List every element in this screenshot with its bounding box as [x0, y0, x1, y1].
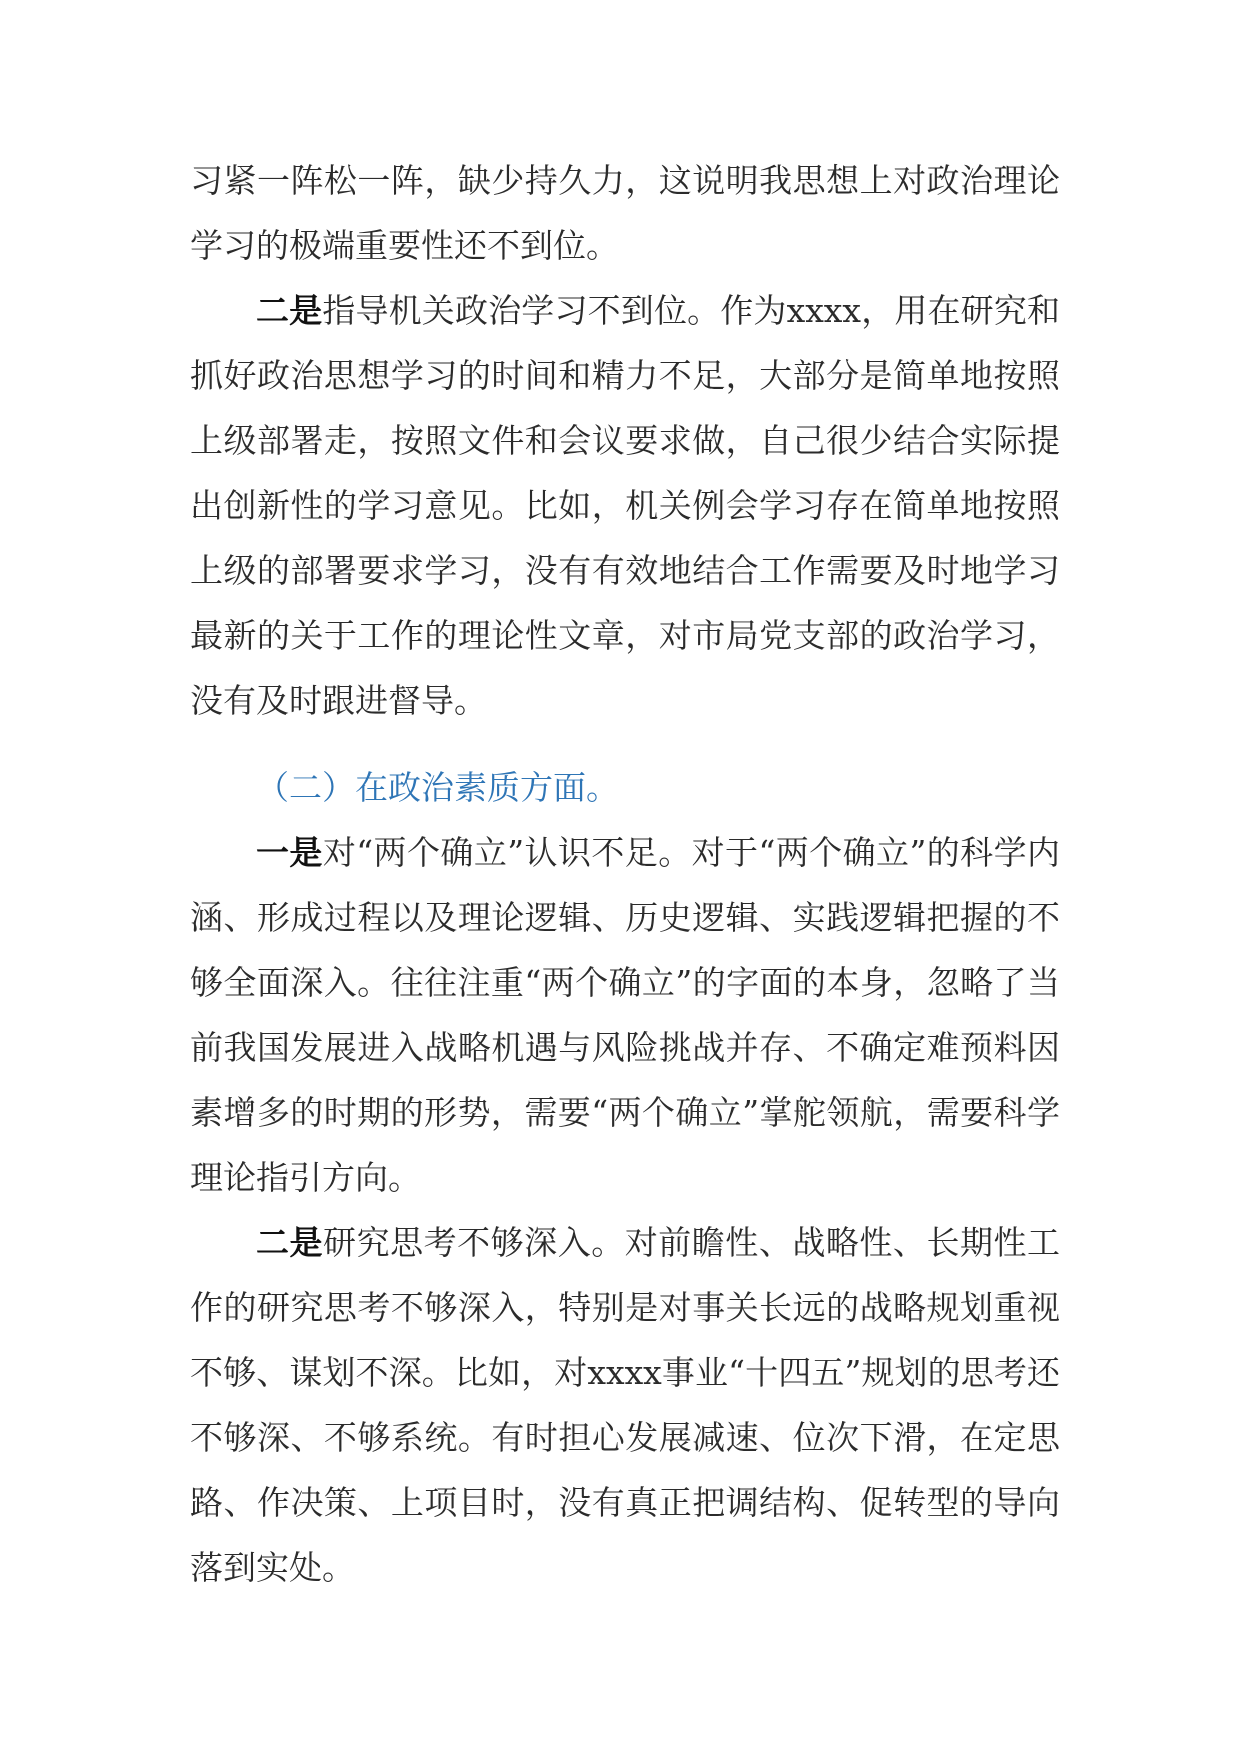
paragraph-text: 习紧一阵松一阵，缺少持久力，这说明我思想上对政治理论学习的极端重要性还不到位。 [190, 161, 1060, 265]
paragraph-lead: 二是 [256, 291, 323, 330]
section-heading [190, 755, 1060, 820]
paragraph-two-establishments [190, 820, 1060, 1210]
paragraph-research-thinking [190, 1210, 1060, 1600]
paragraph-text: 研究思考不够深入。对前瞻性、战略性、长期性工作的研究思考不够深入，特别是对事关长远的战略规划重视不够、谋划不深。比如，对xxxx事业“十四五”规划的思考还不够深、不够系统。有时担心发展减速、位次下滑，在定思路、作决策、上项目时，没有真正把调结构、促转型的导向落到实处。 [190, 1223, 1061, 1587]
paragraph-text: 对“两个确立”认识不足。对于“两个确立”的科学内涵、形成过程以及理论逻辑、历史逻辑、实践逻辑把握的不够全面深入。往往注重“两个确立”的字面的本身，忽略了当前我国发展进入战略机遇与风险挑战并存、不确定难预料因素增多的时期的形势，需要“两个确立”掌舵领航，需要科学理论指引方向。 [190, 833, 1061, 1197]
paragraph-continuation [190, 148, 1060, 278]
section-heading-text: （二）在政治素质方面。 [256, 768, 619, 807]
paragraph-guidance-study [190, 278, 1060, 733]
paragraph-text: 指导机关政治学习不到位。作为xxxx，用在研究和抓好政治思想学习的时间和精力不足，大部分是简单地按照上级部署走，按照文件和会议要求做，自己很少结合实际提出创新性的学习意见。比如，机关例会学习存在简单地按照上级的部署要求学习，没有有效地结合工作需要及时地学习最新的关于工作的理论性文章，对市局党支部的政治学习，没有及时跟进督导。 [190, 291, 1060, 720]
paragraph-lead: 二是 [256, 1223, 324, 1262]
paragraph-lead: 一是 [256, 833, 323, 872]
